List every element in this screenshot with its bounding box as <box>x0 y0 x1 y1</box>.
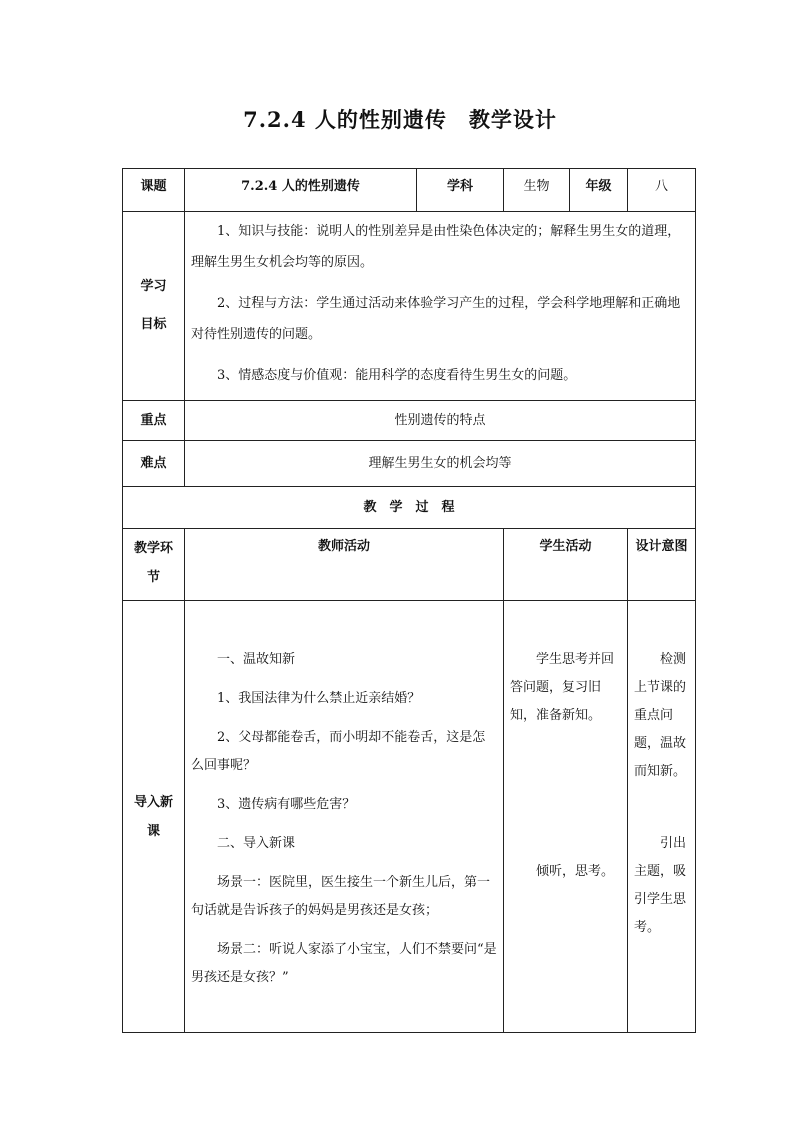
intro-stage-line2: 课 <box>146 823 160 839</box>
intent-2: 引出主题，吸引学生思考。 <box>634 836 687 935</box>
teacher-para-2: 1、我国法律为什么禁止近亲结婚？ <box>217 691 421 706</box>
teacher-para-5: 二、导入新课 <box>217 836 296 851</box>
process-header-row <box>123 487 696 529</box>
teacher-para-6: 场景一：医院里，医生接生一个新生儿后，第一句话就是告诉孩子的妈妈是男孩还是女孩； <box>191 875 491 918</box>
column-stage-line2: 节 <box>146 570 160 585</box>
info-row <box>123 169 696 212</box>
intro-intent <box>628 601 696 1033</box>
grade-label: 年级 <box>570 169 628 212</box>
subject-label: 学科 <box>417 169 504 212</box>
goals-row <box>123 212 696 401</box>
goals-content <box>185 212 696 401</box>
key-point-row <box>123 401 696 441</box>
column-header-row <box>123 529 696 601</box>
subject-value: 生物 <box>504 169 570 212</box>
teacher-para-7: 场景二：听说人家添了小宝宝，人们不禁要问“是男孩还是女孩？” <box>191 942 497 985</box>
goals-label <box>123 212 185 401</box>
page-title: 7.2.4 人的性别遗传 教学设计 <box>243 107 557 132</box>
grade-value: 八 <box>628 169 696 212</box>
student-activity-1: 学生思考并回答问题，复习旧知，准备新知。 <box>510 652 615 723</box>
intro-teacher <box>185 601 504 1033</box>
column-stage <box>123 529 185 601</box>
difficulty-row <box>123 441 696 487</box>
intro-stage <box>123 601 185 1033</box>
column-intent: 设计意图 <box>628 529 696 601</box>
intro-stage-line1: 导入新 <box>133 794 173 810</box>
difficulty-text: 理解生男生女的机会均等 <box>185 441 696 487</box>
lesson-plan-table <box>122 168 696 1033</box>
column-stage-line1: 教学环 <box>133 541 173 556</box>
intro-row <box>123 601 696 1033</box>
goal-item-2: 2、过程与方法：学生通过活动来体验学习产生的过程，学会科学地理解和正确地对待性别遗传的问题。 <box>191 296 681 342</box>
difficulty-label: 难点 <box>123 441 185 487</box>
column-student: 学生活动 <box>504 529 628 601</box>
process-header: 教 学 过 程 <box>123 487 696 529</box>
topic-value: 7.2.4 人的性别遗传 <box>185 169 417 212</box>
teacher-para-4: 3、遗传病有哪些危害？ <box>217 797 356 812</box>
teacher-para-3: 2、父母都能卷舌，而小明却不能卷舌，这是怎么回事呢？ <box>191 730 486 773</box>
goals-label-line2: 目标 <box>140 317 167 332</box>
goal-item-1: 1、知识与技能：说明人的性别差异是由性染色体决定的；解释生男生女的道理，理解生男生女机会均等的原因。 <box>191 224 681 270</box>
student-activity-2: 倾听，思考。 <box>536 864 615 879</box>
key-point-label: 重点 <box>123 401 185 441</box>
intro-student <box>504 601 628 1033</box>
topic-label: 课题 <box>123 169 185 212</box>
goals-label-line1: 学习 <box>140 279 167 294</box>
goal-item-3: 3、情感态度与价值观：能用科学的态度看待生男生女的问题。 <box>217 368 577 383</box>
column-teacher: 教师活动 <box>185 529 504 601</box>
key-point-text: 性别遗传的特点 <box>185 401 696 441</box>
teacher-para-1: 一、温故知新 <box>217 652 296 667</box>
intent-1: 检测上节课的重点问题，温故而知新。 <box>634 652 687 779</box>
